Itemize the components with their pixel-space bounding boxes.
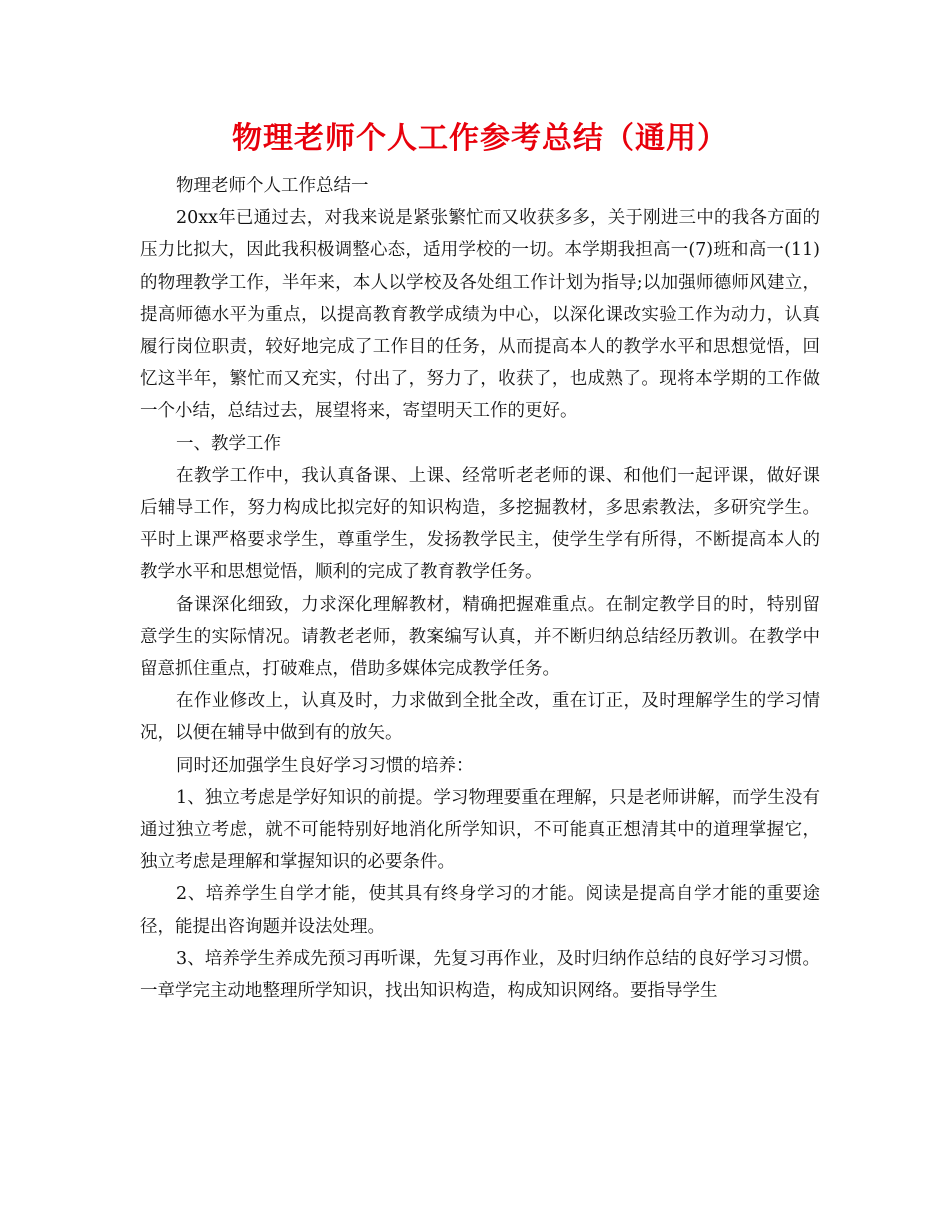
body-paragraph: 在教学工作中，我认真备课、上课、经常听老老师的课、和他们一起评课，做好课后辅导工作，努力构成比拟完好的知识构造，多挖掘教材，多思索教法，多研究学生。平时上课严格要求学生，尊重学生，发扬教学民主，使学生学有所得，不断提高本人的教学水平和思想觉悟，顺利的完成了教育教学任务。 — [140, 465, 820, 583]
list-item-paragraph: 3、培养学生养成先预习再听课，先复习再作业，及时归纳作总结的良好学习习惯。一章学完主动地整理所学知识，找出知识构造，构成知识网络。要指导学生 — [140, 948, 820, 1002]
body-paragraph: 备课深化细致，力求深化理解教材，精确把握难重点。在制定教学目的时，特别留意学生的实际情况。请教老老师，教案编写认真，并不断归纳总结经历教训。在教学中留意抓住重点，打破难点，借助多媒体完成教学任务。 — [140, 594, 820, 680]
list-item-paragraph: 1、独立考虑是学好知识的前提。学习物理要重在理解，只是老师讲解，而学生没有通过独立考虑，就不可能特别好地消化所学知识，不可能真正想清其中的道理掌握它，独立考虑是理解和掌握知识的必要条件。 — [140, 787, 820, 873]
list-item-paragraph: 2、培养学生自学才能，使其具有终身学习的才能。阅读是提高自学才能的重要途径，能提出咨询题并设法处理。 — [140, 884, 820, 937]
intro-paragraph: 20xx年已通过去，对我来说是紧张繁忙而又收获多多，关于刚进三中的我各方面的压力比拟大，因此我积极调整心态，适用学校的一切。本学期我担高一(7)班和高一(11)的物理教学工作，半年来，本人以学校及各处组工作计划为指导;以加强师德师风建立，提高师德水平为重点，以提高教育教学成绩为中心，以深化课改实验工作为动力，认真履行岗位职责，较好地完成了工作目的任务，从而提高本人的教学水平和思想觉悟，回忆这半年，繁忙而又充实，付出了，努力了，收获了，也成熟了。现将本学期的工作做一个小结，总结过去，展望将来，寄望明天工作的更好。 — [140, 208, 820, 422]
section-heading-teaching: 一、教学工作 — [176, 433, 281, 454]
body-paragraph: 同时还加强学生良好学习习惯的培养： — [176, 755, 474, 776]
document-title: 物理老师个人工作参考总结（通用） — [232, 121, 728, 156]
body-paragraph: 在作业修改上，认真及时，力求做到全批全改，重在订正，及时理解学生的学习情况，以便在辅导中做到有的放矢。 — [140, 691, 820, 744]
subtitle-paragraph: 物理老师个人工作总结一 — [176, 176, 369, 196]
